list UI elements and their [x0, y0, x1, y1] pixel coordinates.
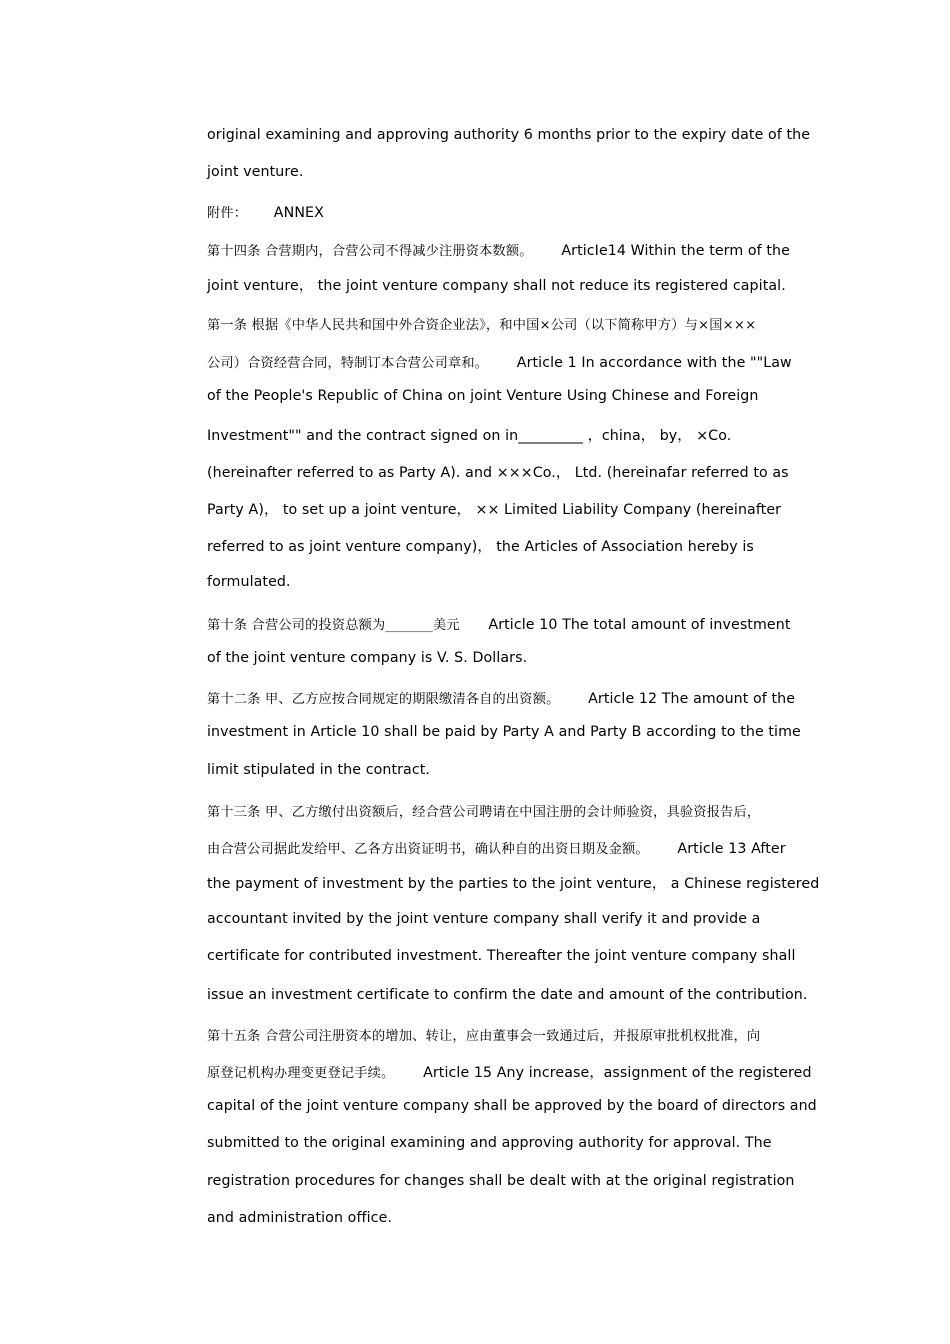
article-12-heading	[207, 688, 795, 707]
article-1-en-start: Article 1 In accordance with the ""Law	[516, 355, 792, 371]
article-14-cn: 第十四条 合营期内，合营公司不得减少注册资本数额。	[207, 244, 533, 259]
article-13-en-start: Article 13 After	[677, 841, 786, 857]
article-12-en-start: Article 12 The amount of the	[588, 691, 796, 707]
text-line: the payment of investment by the parties to the joint venture， a Chinese registered	[207, 876, 820, 892]
article-10-heading	[207, 614, 790, 633]
annex-line	[207, 202, 324, 221]
article-1-heading	[207, 352, 792, 371]
article-15-heading	[207, 1062, 812, 1082]
text-line: formulated.	[207, 574, 291, 590]
text-line: investment in Article 10 shall be paid by Party A and Party B according to the time	[207, 724, 801, 740]
text-line: Party A)， to set up a joint venture， ×× Limited Liability Company (hereinafter	[207, 502, 782, 518]
text-line: accountant invited by the joint venture company shall verify it and provide a	[207, 911, 761, 927]
text-line: certificate for contributed investment. Thereafter the joint venture company shall	[207, 948, 796, 964]
article-14-en-start: ArticIe14 Within the term of the	[561, 243, 790, 259]
annex-label-en: ANNEX	[273, 205, 324, 221]
text-line: joint venture.	[207, 164, 304, 180]
annex-label-cn: 附件：	[207, 206, 248, 221]
text-line: of the People's Republic of China on joint Venture Using Chinese and Foreign	[207, 388, 759, 404]
article-1-cn-line: 第一条 根据《中华人民共和国中外合资企业法》，和中国×公司（以下简称甲方）与×国×××	[207, 318, 757, 333]
text-line: joint venture， the joint venture company shall not reduce its registered capital.	[207, 278, 786, 294]
article-12-cn: 第十二条 甲、乙方应按合同规定的期限缴清各自的出资额。	[207, 692, 560, 707]
text-line: (hereinafter referred to as Party A). and ×××Co.， Ltd. (hereinafar referred to as	[207, 465, 789, 481]
text-line: of the joint venture company is V. S. Dollars.	[207, 650, 528, 666]
article-15-cn-line: 第十五条 合营公司注册资本的增加、转让，应由董事会一致通过后，并报原审批机权批准，向	[207, 1029, 761, 1044]
article-10-en-start: Article 10 The total amount of investment	[488, 617, 791, 633]
text-line: registration procedures for changes shall be dealt with at the original registration	[207, 1173, 795, 1189]
article-15-en-start: Article 15 Any increase，assignment of the registered	[423, 1065, 812, 1081]
text-line: Investment"" and the contract signed on in_________ ，china， by， ×Co.	[207, 428, 732, 444]
article-13-cn-line: 第十三条 甲、乙方缴付出资额后，经合营公司聘请在中国注册的会计师验资，具验资报告后，	[207, 805, 761, 820]
text-line: and administration office.	[207, 1210, 393, 1226]
text-line: referred to as joint venture company)， the Articles of Association hereby is	[207, 539, 754, 555]
text-line: issue an investment certificate to confirm the date and amount of the contribution.	[207, 987, 808, 1003]
article-13-cn-end: 由合营公司据此发给甲、乙各方出资证明书，确认种自的出资日期及金额。	[207, 842, 649, 857]
text-line: limit stipulated in the contract.	[207, 762, 431, 778]
text-line: original examining and approving authority 6 months prior to the expiry date of the	[207, 127, 811, 143]
article-10-cn: 第十条 合营公司的投资总额为_______美元	[207, 618, 460, 633]
text-line: capital of the joint venture company shall be approved by the board of directors and	[207, 1098, 817, 1114]
text-line: submitted to the original examining and approving authority for approval. The	[207, 1135, 772, 1151]
article-1-cn-end: 公司）合资经营合同，特制订本合营公司章和。	[207, 356, 489, 371]
article-13-heading	[207, 838, 786, 857]
article-14-heading	[207, 240, 790, 259]
article-15-cn-end: 原登记机构办理变更登记手续。	[207, 1066, 395, 1081]
